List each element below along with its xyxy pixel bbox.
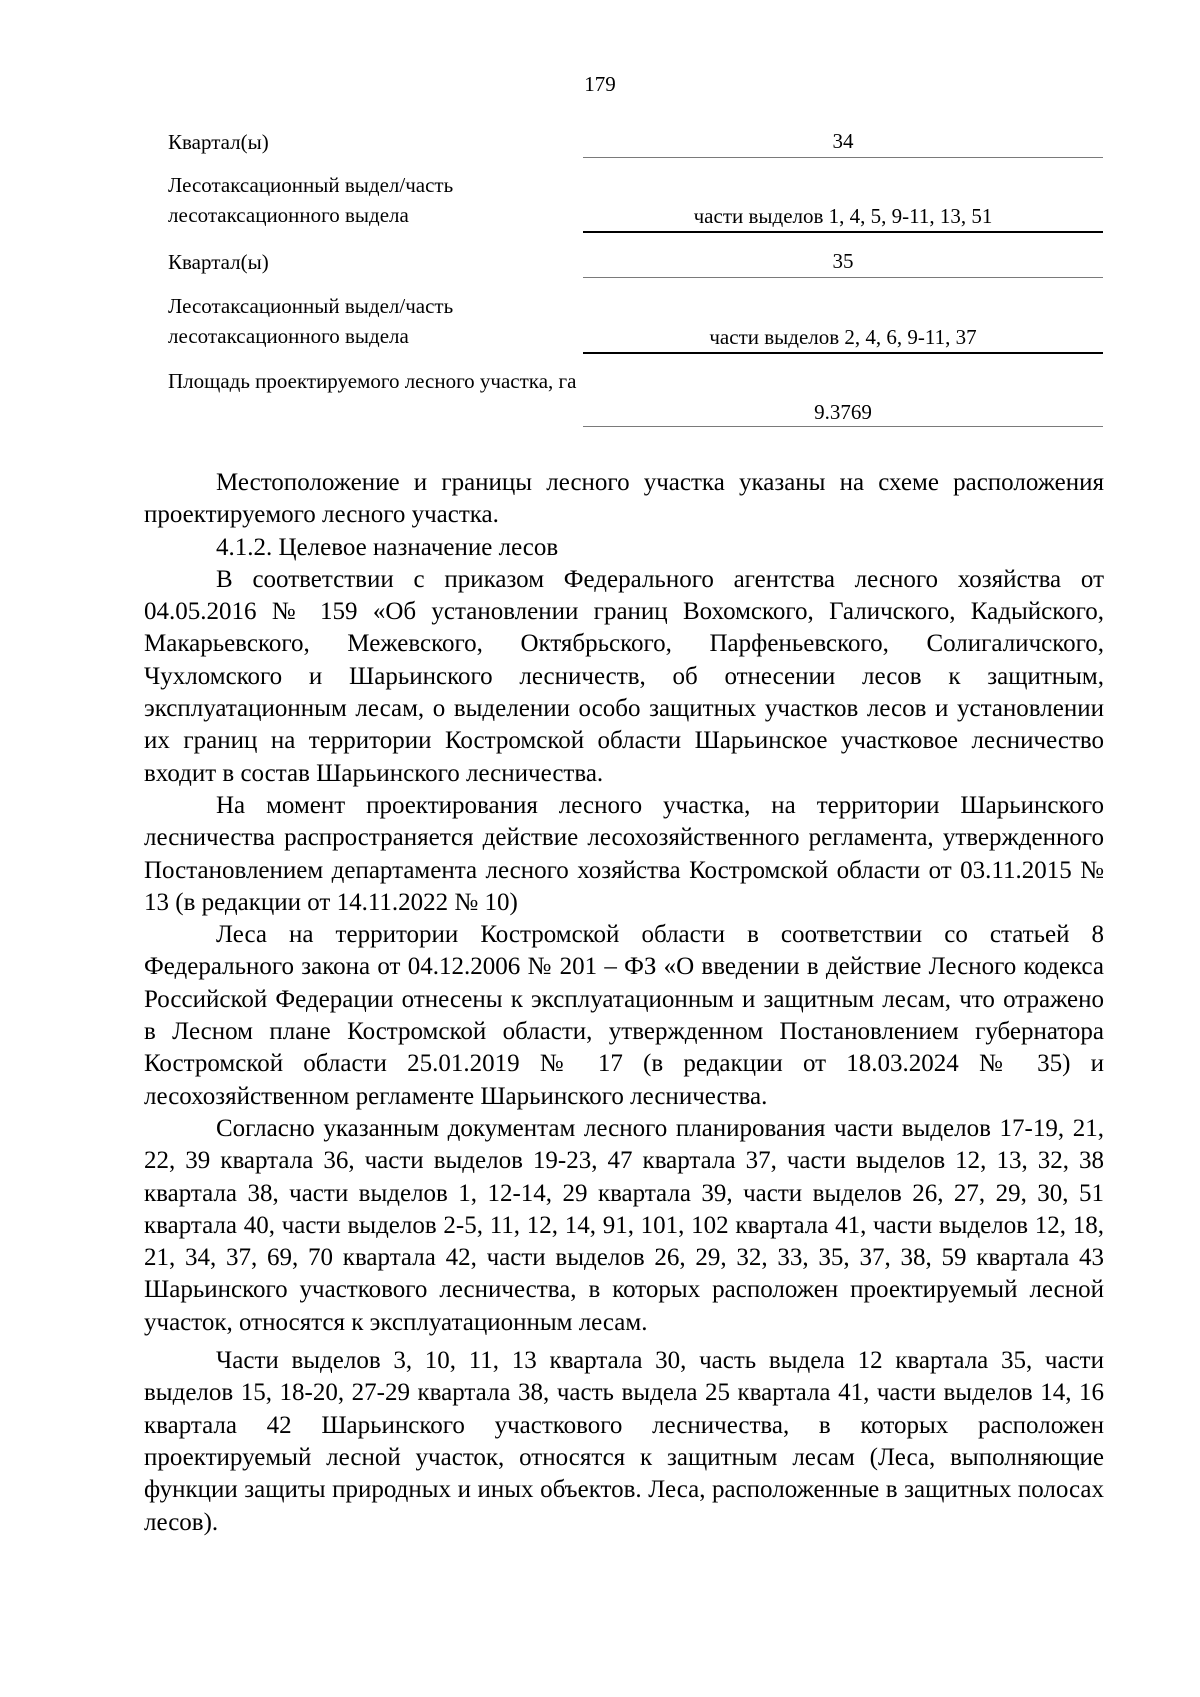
field-value-quarter-1: 34: [832, 129, 854, 153]
field-value-allotment-2: части выделов 2, 4, 6, 9-11, 37: [709, 325, 977, 349]
page-number: 179: [584, 72, 616, 96]
field-underline: [583, 277, 1103, 278]
field-label-quarter-1: Квартал(ы): [168, 130, 269, 154]
paragraph-regulation: На момент проектирования лесного участка, на территории Шарьинского лесничества распространяется действие лесохозяйственного регламента, утвержденного Постановлением департамента лесного хозяйства Костромской области от 03.11.2015 № 13 (в редакции от 14.11.2022 № 10): [144, 791, 1104, 916]
field-value-quarter-2: 35: [832, 249, 854, 273]
paragraph-forest-plan: Леса на территории Костромской области в соответствии со статьей 8 Федерального закона от 04.12.2006 № 201 – ФЗ «О введении в действие Лесного кодекса Российской Федерации отнесены к эксплуатационным и защитным лесам, что отражено в Лесном плане Костромской области, утвержденном Постановлением губернатора Костромской области 25.01.2019 № 17 (в редакции от 18.03.2024 № 35) и лесохозяйственном регламенте Шарьинского лесничества.: [144, 921, 1104, 1110]
paragraph-location: Местоположение и границы лесного участка указаны на схеме расположения проектируемого лесного участка.: [144, 469, 1104, 529]
field-label-quarter-2: Квартал(ы): [168, 250, 269, 274]
paragraph-protective-forests: Части выделов 3, 10, 11, 13 квартала 30, часть выдела 12 квартала 35, части выделов 15, 18-20, 27-29 квартала 38, часть выдела 25 квартала 41, части выделов 14, 16 квартала 42 Шарьинского участкового лесничества, в которых расположен проектируемый лесной участок, относятся к защитным лесам (Леса, выполняющие функции защиты природных и иных объектов. Леса, расположенные в защитных полосах лесов).: [144, 1347, 1104, 1536]
field-underline: [583, 157, 1103, 158]
field-value-allotment-1: части выделов 1, 4, 5, 9-11, 13, 51: [693, 204, 993, 228]
section-heading: 4.1.2. Целевое назначение лесов: [216, 533, 559, 561]
field-label-area: Площадь проектируемого лесного участка, га: [168, 369, 577, 393]
paragraph-exploitation-forests: Согласно указанным документам лесного планирования части выделов 17-19, 21, 22, 39 квартала 36, части выделов 19-23, 47 квартала 37, части выделов 12, 13, 32, 38 квартала 38, части выделов 1, 12-14, 29 квартала 39, части выделов 26, 27, 29, 30, 51 квартала 40, части выделов 2-5, 11, 12, 14, 91, 101, 102 квартала 41, части выделов 12, 18, 21, 34, 37, 69, 70 квартала 42, части выделов 26, 29, 32, 33, 35, 37, 38, 59 квартала 43 Шарьинского участкового лесничества, в которых расположен проектируемый лесной участок, относятся к эксплуатационным лесам.: [144, 1114, 1104, 1336]
paragraph-order: В соответствии с приказом Федерального агентства лесного хозяйства от 04.05.2016 № 159 «Об установлении границ Вохомского, Галичского, Кадыйского, Макарьевского, Межевского, Октябрьского, Парфеньевского, Солигаличского, Чухломского и Шарьинского лесничеств, об отнесении лесов к защитным, эксплуатационным лесам, о выделении особо защитных участков лесов и установлении их границ на территории Костромской области Шарьинское участковое лесничество входит в состав Шарьинского лесничества.: [144, 565, 1104, 787]
document-body: [144, 467, 1104, 1539]
field-label-allotment-1: Лесотаксационный выдел/часть лесотаксационного выдела: [168, 173, 454, 227]
field-underline: [583, 352, 1103, 354]
field-value-area: 9.3769: [814, 400, 872, 424]
field-underline: [583, 426, 1103, 427]
field-underline: [583, 231, 1103, 233]
field-label-allotment-2: Лесотаксационный выдел/часть лесотаксационного выдела: [168, 294, 454, 348]
